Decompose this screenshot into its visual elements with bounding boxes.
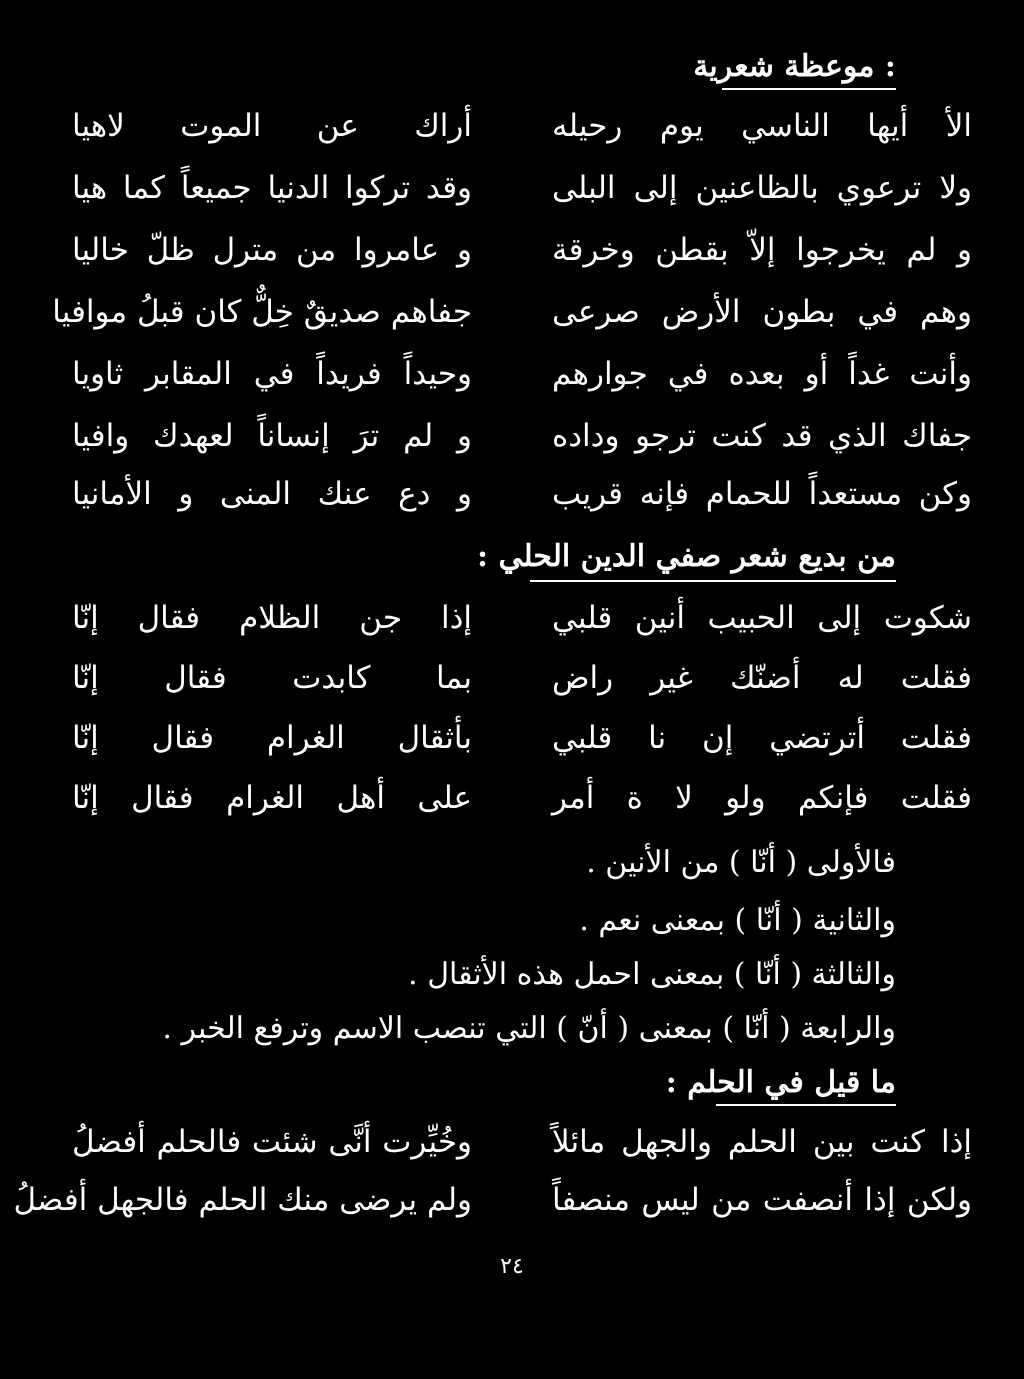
verse-second-hemistich: و دع عنك المنى و الأمانيا: [72, 476, 472, 512]
poem-stanza-sermon: [52, 98, 972, 518]
verse-second-hemistich: بما كابدت فقال إنّا: [72, 660, 472, 696]
heading-underline: [716, 1104, 896, 1106]
verse-first-hemistich: فقلت فإنكم ولو لا ة أمر: [552, 780, 972, 816]
verse-second-hemistich: وقد تركوا الدنيا جميعاً كما هيا: [72, 170, 472, 206]
verse-first-hemistich: إذا كنت بين الحلم والجهل مائلاً: [552, 1124, 972, 1160]
verse-first-hemistich: شكوت إلى الحبيب أنين قلبي: [552, 600, 972, 636]
verse-second-hemistich: أراك عن الموت لاهيا: [72, 108, 472, 144]
verse-first-hemistich: وأنت غداً أو بعده في جوارهم: [552, 356, 972, 392]
poem-verse: [72, 98, 972, 154]
verse-second-hemistich: و عامروا من مترل ظلّ خاليا: [72, 232, 472, 268]
verse-second-hemistich: ولم يرضى منك الحلم فالجهل أفضلُ: [13, 1182, 472, 1218]
page-number: ٢٤: [500, 1254, 524, 1279]
poem-verse: [72, 408, 972, 464]
poem-verse: [72, 650, 972, 706]
section-heading-safi-al-din: من بديع شعر صفي الدين الحلي :: [476, 539, 896, 574]
verse-first-hemistich: فقلت له أضنّك غير راض: [552, 660, 972, 696]
poem-stanza-safi-al-din: [72, 590, 972, 840]
poem-stanza-forbearance: [13, 1114, 972, 1234]
verse-second-hemistich: على أهل الغرام فقال إنّا: [72, 780, 472, 816]
verse-first-hemistich: الأ أيها الناسي يوم رحيله: [552, 108, 972, 144]
verse-first-hemistich: وهم في بطون الأرض صرعى: [552, 294, 972, 330]
explanation-note: والثانية ( أنّا ) بمعنى نعم .: [579, 903, 896, 938]
verse-second-hemistich: وخُيِّرت أنَّى شئت فالحلم أفضلُ: [72, 1124, 472, 1160]
verse-second-hemistich: إذا جن الظلام فقال إنّا: [72, 600, 472, 636]
poem-verse: [72, 222, 972, 278]
poem-verse: [72, 710, 972, 766]
verse-first-hemistich: وكن مستعداً للحمام فإنه قريب: [552, 476, 972, 512]
poem-verse: [72, 1114, 972, 1170]
verse-second-hemistich: و لم ترَ إنساناً لعهدك وافيا: [72, 418, 472, 454]
section-heading-sermon: : موعظة شعرية: [693, 49, 896, 84]
section-heading-forbearance: ما قيل في الحلم :: [665, 1065, 896, 1100]
explanation-note: والثالثة ( أنّا ) بمعنى احمل هذه الأثقال .: [408, 957, 896, 992]
verse-second-hemistich: بأثقال الغرام فقال إنّا: [72, 720, 472, 756]
poem-verse: [72, 346, 972, 402]
verse-second-hemistich: وحيداً فريداً في المقابر ثاويا: [72, 356, 472, 392]
verse-first-hemistich: و لم يخرجوا إلاّ بقطن وخرقة: [552, 232, 972, 268]
verse-first-hemistich: جفاك الذي قد كنت ترجو وداده: [552, 418, 972, 454]
verse-first-hemistich: ولكن إذا أنصفت من ليس منصفاً: [552, 1182, 972, 1218]
poem-verse: [13, 1172, 972, 1228]
heading-underline: [530, 580, 896, 582]
verse-second-hemistich: جفاهم صديقٌ خِلٌّ كان قبلُ موافيا: [52, 294, 472, 330]
explanation-note: والرابعة ( أنّا ) بمعنى ( أنّ ) التي تنصب الاسم وترفع الخبر .: [162, 1011, 896, 1046]
explanation-note: فالأولى ( أنّا ) من الأنين .: [586, 845, 896, 880]
poem-verse: [72, 466, 972, 522]
poem-verse: [72, 770, 972, 826]
verse-first-hemistich: ولا ترعوي بالظاعنين إلى البلى: [552, 170, 972, 206]
poem-verse: [72, 590, 972, 646]
verse-first-hemistich: فقلت أترتضي إن نا قلبي: [552, 720, 972, 756]
poem-verse: [52, 284, 972, 340]
heading-underline: [722, 88, 896, 90]
poem-verse: [72, 160, 972, 216]
